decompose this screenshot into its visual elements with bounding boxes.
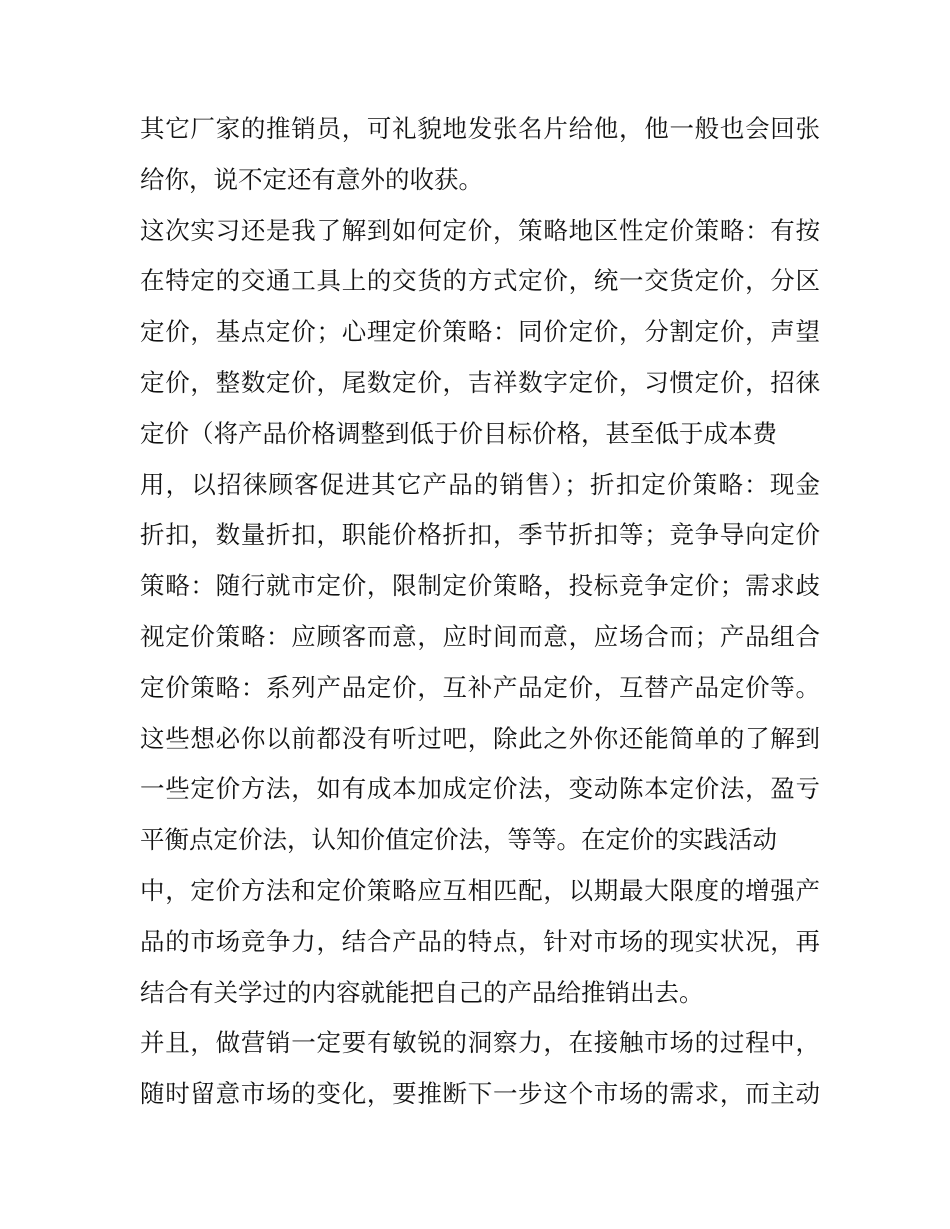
- text-line: 品的市场竞争力，结合产品的特点，针对市场的现实状况，再: [140, 926, 820, 956]
- text-line: 随时留意市场的变化，要推断下一步这个市场的需求，而主动: [140, 1079, 820, 1109]
- text-line: 结合有关学过的内容就能把自己的产品给推销出去。: [140, 977, 704, 1007]
- text-line: 并且，做营销一定要有敏锐的洞察力，在接触市场的过程中，: [140, 1028, 820, 1058]
- text-line: 一些定价方法，如有成本加成定价法，变动陈本定价法，盈亏: [140, 774, 820, 804]
- text-line: 定价（将产品价格调整到低于价目标价格，甚至低于成本费: [140, 418, 777, 448]
- text-line: 在特定的交通工具上的交货的方式定价，统一交货定价，分区: [140, 266, 820, 296]
- text-line: 策略：随行就市定价，限制定价策略，投标竞争定价；需求歧: [140, 571, 820, 601]
- text-line: 这些想必你以前都没有听过吧，除此之外你还能简单的了解到: [140, 723, 820, 753]
- text-line: 视定价策略：应顾客而意，应时间而意，应场合而；产品组合: [140, 621, 820, 651]
- text-line: 给你，说不定还有意外的收获。: [140, 164, 483, 194]
- text-line: 中，定价方法和定价策略应互相匹配，以期最大限度的增强产: [140, 875, 820, 905]
- text-line: 其它厂家的推销员，可礼貌地发张名片给他，他一般也会回张: [140, 114, 820, 143]
- text-line: 这次实习还是我了解到如何定价，策略地区性定价策略：有按: [140, 215, 820, 245]
- text-line: 定价策略：系列产品定价，互补产品定价，互替产品定价等。: [140, 672, 820, 702]
- text-line: 定价，整数定价，尾数定价，吉祥数字定价，习惯定价，招徕: [140, 367, 820, 397]
- text-line: 定价，基点定价；心理定价策略：同价定价，分割定价，声望: [140, 317, 820, 347]
- body-text: [140, 104, 820, 1120]
- text-line: 折扣，数量折扣，职能价格折扣，季节折扣等；竞争导向定价: [140, 520, 820, 550]
- text-line: 平衡点定价法，认知价值定价法，等等。在定价的实践活动: [140, 825, 777, 855]
- text-line: 用，以招徕顾客促进其它产品的销售）；折扣定价策略：现金: [140, 469, 820, 499]
